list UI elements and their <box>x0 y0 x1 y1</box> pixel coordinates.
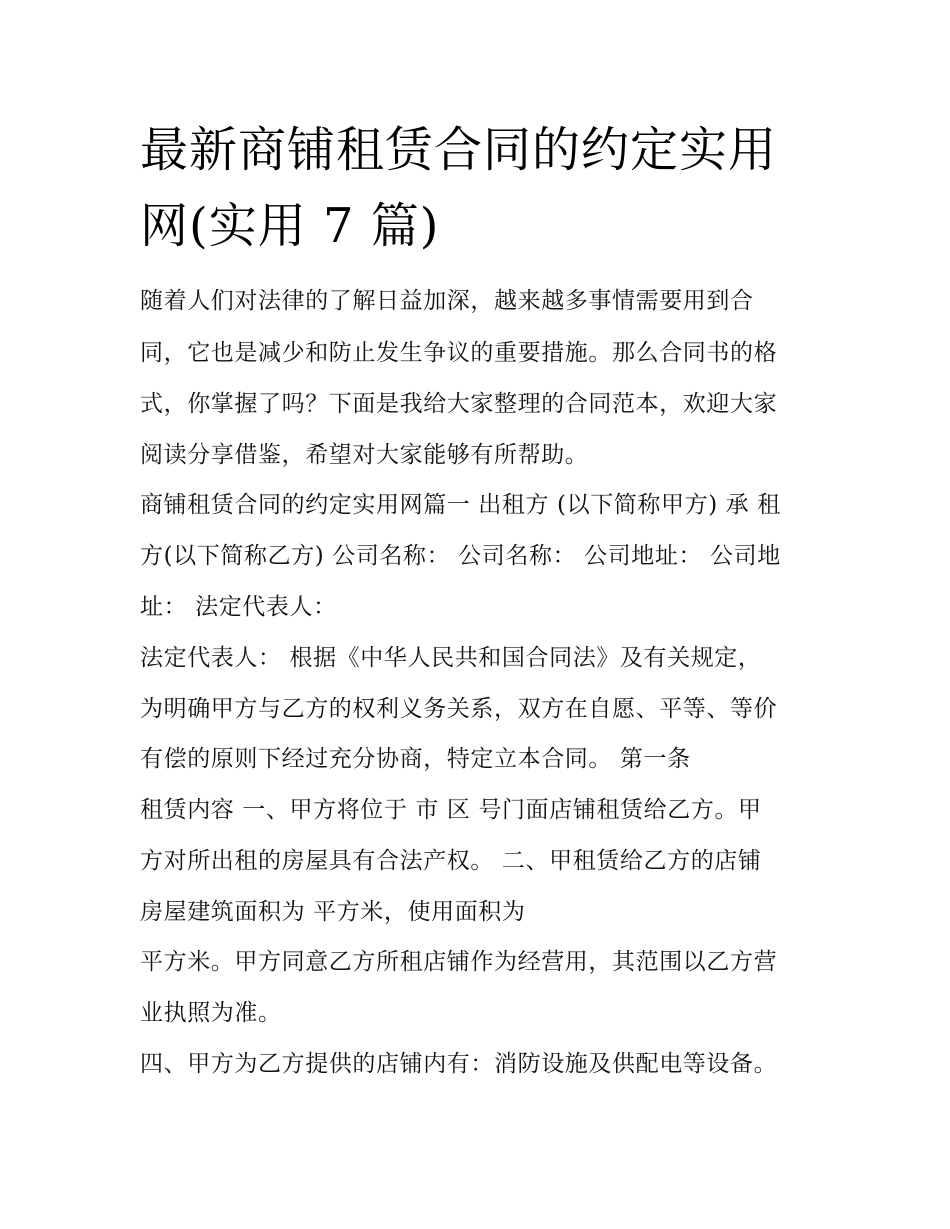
body-line: 式，你掌握了吗？下面是我给大家整理的合同范本，欢迎大家 <box>140 391 778 417</box>
body-line: 平方米。甲方同意乙方所租店铺作为经营用，其范围以乙方营 <box>140 949 778 975</box>
document-title <box>140 112 820 264</box>
body-line: 商铺租赁合同的约定实用网篇一 出租方 (以下简称甲方) 承 租 <box>140 492 781 518</box>
body-line: 阅读分享借鉴，希望对大家能够有所帮助。 <box>140 442 589 468</box>
title-line-2: 网(实用 7 篇) <box>140 198 440 254</box>
body-line: 址： 法定代表人： <box>140 594 337 620</box>
body-line: 业执照为准。 <box>140 1000 282 1026</box>
body-line: 法定代表人： 根据《中华人民共和国合同法》及有关规定， <box>140 645 762 671</box>
body-line: 随着人们对法律的了解日益加深，越来越多事情需要用到合 <box>140 288 754 314</box>
body-line: 方对所出租的房屋具有合法产权。 二、甲租赁给乙方的店铺 <box>140 848 762 874</box>
body-line: 方(以下简称乙方) 公司名称： 公司名称： 公司地址： 公司地 <box>140 543 781 569</box>
body-line: 同，它也是减少和防止发生争议的重要措施。那么合同书的格 <box>140 340 778 366</box>
body-line: 租赁内容 一、甲方将位于 市 区 号门面店铺租赁给乙方。甲 <box>140 797 762 823</box>
body-line: 有偿的原则下经过充分协商，特定立本合同。 第一条 <box>140 746 691 772</box>
body-line: 房屋建筑面积为 平方米，使用面积为 <box>140 899 526 925</box>
body-line: 四、甲方为乙方提供的店铺内有：消防设施及供配电等设备。 <box>140 1051 778 1077</box>
title-line-1: 最新商铺租赁合同的约定实用 <box>140 122 778 178</box>
body-line: 为明确甲方与乙方的权利义务关系，双方在自愿、平等、等价 <box>140 696 778 722</box>
